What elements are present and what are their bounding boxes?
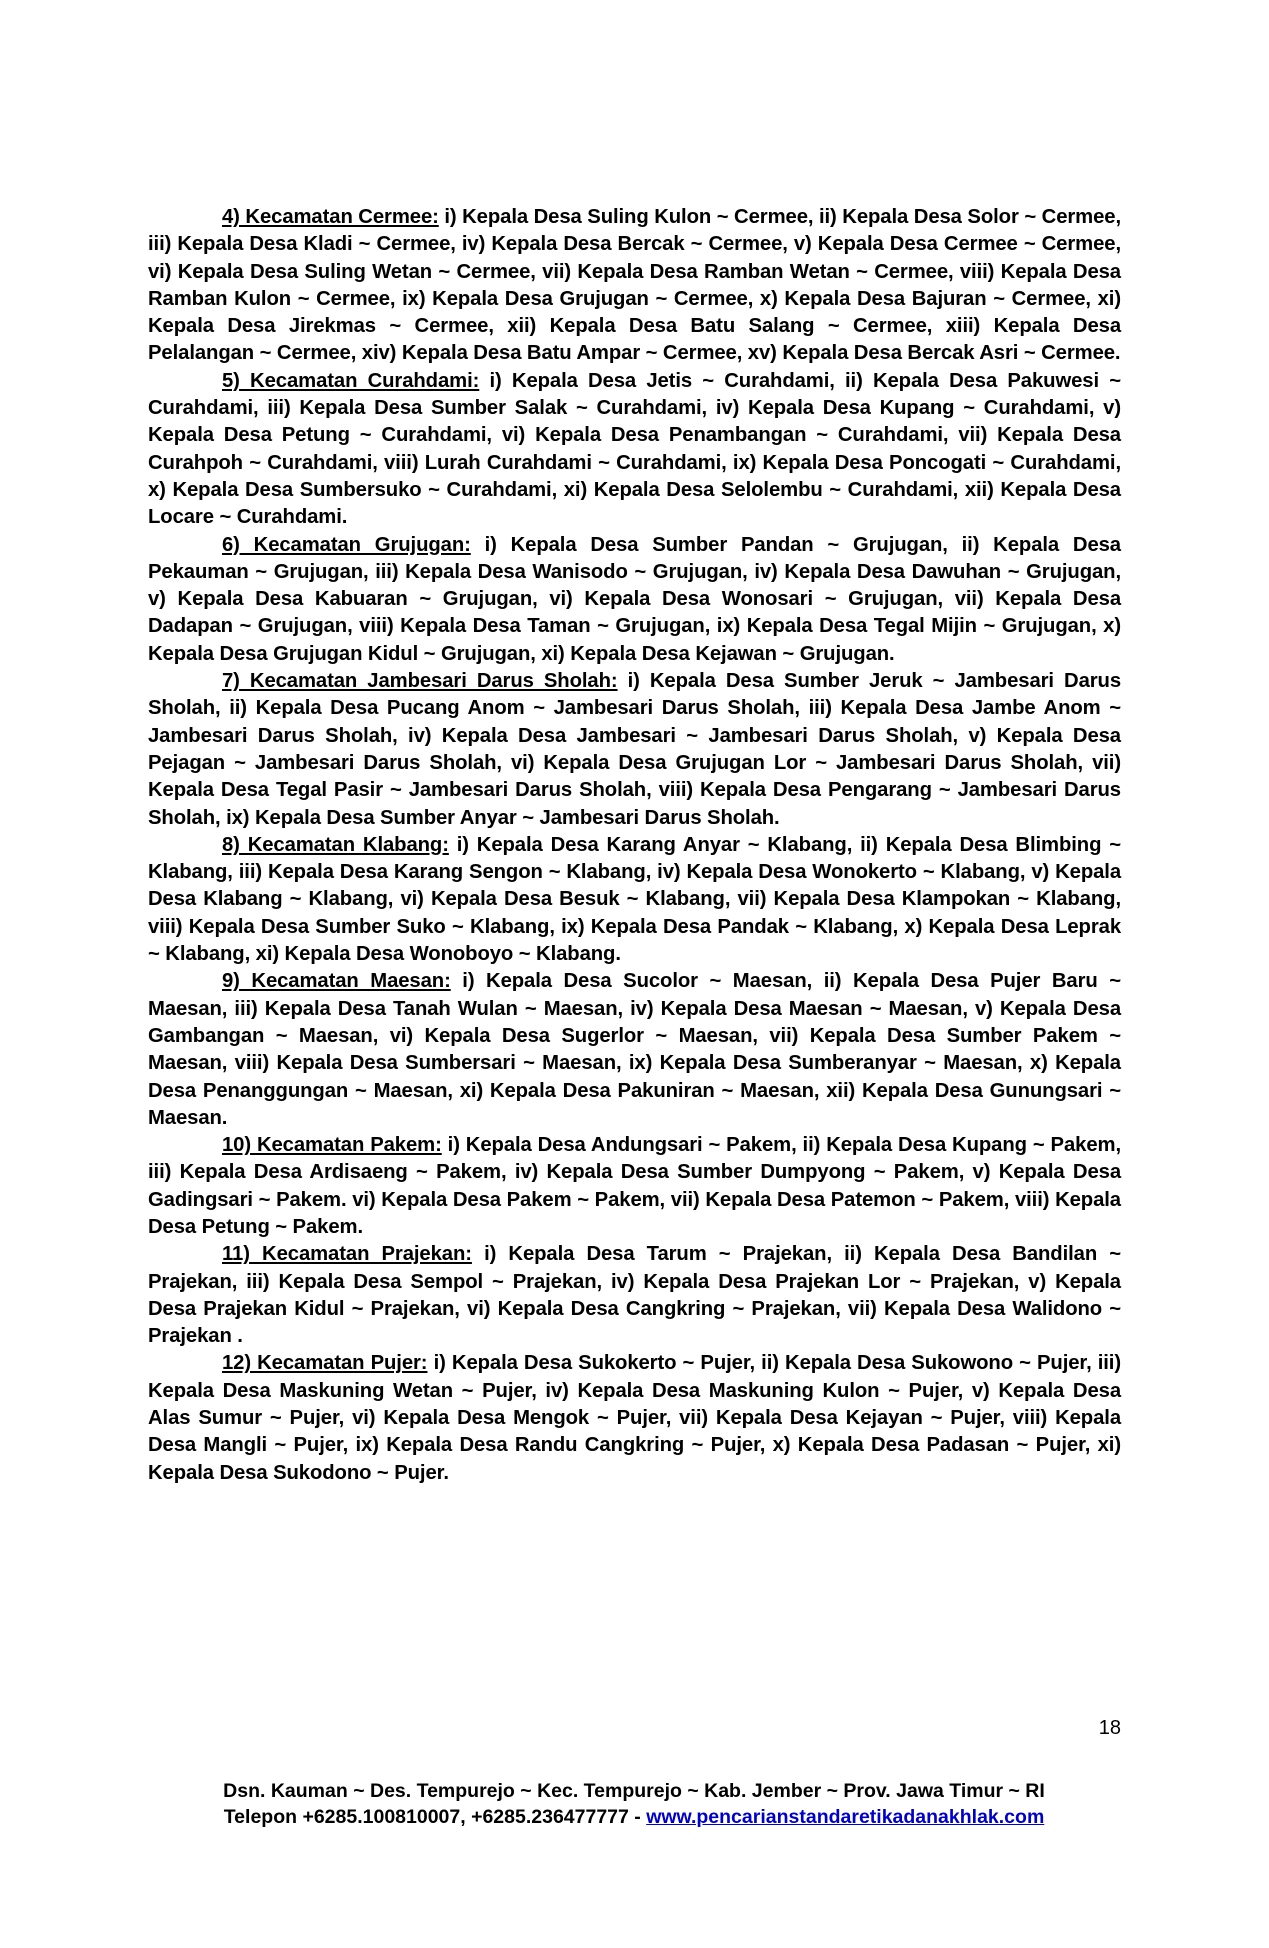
section-text: i) Kepala Desa Sumber Jeruk ~ Jambesari Darus Sholah, ii) Kepala Desa Pucang Anom ~ Jambesari Darus Sholah, iii) Kepala Desa Jambe Anom ~ Jambesari Darus Sholah, iv) Kepala Desa Jambesari ~ Jambesari Darus Sholah, v) Kepala Desa Pejagan ~ Jambesari Darus Sholah, vi) Kepala Desa Grujugan Lor ~ Jambesari Darus Sholah, vii) Kepala Desa Tegal Pasir ~ Jambesari Darus Sholah, viii) Kepala Desa Pengarang ~ Jambesari Darus Sholah, ix) Kepala Desa Sumber Anyar ~ Jambesari Darus Sholah. bbox=[148, 670, 1122, 829]
section-heading: 10) Kecamatan Pakem: bbox=[222, 1134, 442, 1157]
section-grujugan bbox=[148, 532, 1121, 668]
section-text: i) Kepala Desa Tarum ~ Prajekan, ii) Kepala Desa Bandilan ~ Prajekan, iii) Kepala Desa Sempol ~ Prajekan, iv) Kepala Desa Prajekan Lor ~ Prajekan, v) Kepala Desa Prajekan Kidul ~ Prajekan, vi) Kepala Desa Cangkring ~ Prajekan, vii) Kepala Desa Walidono ~ Prajekan . bbox=[148, 1243, 1121, 1348]
section-heading: 11) Kecamatan Prajekan: bbox=[222, 1243, 472, 1266]
section-pakem bbox=[148, 1132, 1121, 1241]
section-text: i) Kepala Desa Andungsari ~ Pakem, ii) Kepala Desa Kupang ~ Pakem, iii) Kepala Desa Ardisaeng ~ Pakem, iv) Kepala Desa Sumber Dumpyong ~ Pakem, v) Kepala Desa Gadingsari ~ Pakem. vi) Kepala Desa Pakem ~ Pakem, vii) Kepala Desa Patemon ~ Pakem, viii) Kepala Desa Petung ~ Pakem. bbox=[148, 1134, 1121, 1238]
section-heading: 9) Kecamatan Maesan: bbox=[222, 970, 451, 993]
section-curahdami bbox=[148, 368, 1121, 532]
section-heading: 12) Kecamatan Pujer: bbox=[222, 1352, 428, 1375]
section-text: i) Kepala Desa Sumber Pandan ~ Grujugan, ii) Kepala Desa Pekauman ~ Grujugan, iii) Kepala Desa Wanisodo ~ Grujugan, iv) Kepala Desa Dawuhan ~ Grujugan, v) Kepala Desa Kabuaran ~ Grujugan, vi) Kepala Desa Wonosari ~ Grujugan, vii) Kepala Desa Dadapan ~ Grujugan, viii) Kepala Desa Taman ~ Grujugan, ix) Kepala Desa Tegal Mijin ~ Grujugan, x) Kepala Desa Grujugan Kidul ~ Grujugan, xi) Kepala Desa Kejawan ~ Grujugan. bbox=[148, 533, 1121, 665]
section-text: i) Kepala Desa Sucolor ~ Maesan, ii) Kepala Desa Pujer Baru ~ Maesan, iii) Kepala Desa Tanah Wulan ~ Maesan, iv) Kepala Desa Maesan ~ Maesan, v) Kepala Desa Gambangan ~ Maesan, vi) Kepala Desa Sugerlor ~ Maesan, vii) Kepala Desa Sumber Pakem ~ Maesan, viii) Kepala Desa Sumbersari ~ Maesan, ix) Kepala Desa Sumberanyar ~ Maesan, x) Kepala Desa Penanggungan ~ Maesan, xi) Kepala Desa Pakuniran ~ Maesan, xii) Kepala Desa Gunungsari ~ Maesan. bbox=[148, 970, 1121, 1129]
section-maesan bbox=[148, 968, 1121, 1132]
section-prajekan bbox=[148, 1241, 1121, 1350]
section-heading: 6) Kecamatan Grujugan: bbox=[222, 533, 471, 556]
section-text: i) Kepala Desa Karang Anyar ~ Klabang, ii) Kepala Desa Blimbing ~ Klabang, iii) Kepala Desa Karang Sengon ~ Klabang, iv) Kepala Desa Wonokerto ~ Klabang, v) Kepala Desa Klabang ~ Klabang, vi) Kepala Desa Besuk ~ Klabang, vii) Kepala Desa Klampokan ~ Klabang, viii) Kepala Desa Sumber Suko ~ Klabang, ix) Kepala Desa Pandak ~ Klabang, x) Kepala Desa Leprak ~ Klabang, xi) Kepala Desa Wonoboyo ~ Klabang. bbox=[148, 833, 1121, 966]
section-pujer bbox=[148, 1350, 1121, 1486]
section-text: i) Kepala Desa Suling Kulon ~ Cermee, ii) Kepala Desa Solor ~ Cermee, iii) Kepala Desa Kladi ~ Cermee, iv) Kepala Desa Bercak ~ Cermee, v) Kepala Desa Cermee ~ Cermee, vi) Kepala Desa Suling Wetan ~ Cermee, vii) Kepala Desa Ramban Wetan ~ Cermee, viii) Kepala Desa Ramban Kulon ~ Cermee, ix) Kepala Desa Grujugan ~ Cermee, x) Kepala Desa Bajuran ~ Cermee, xi) Kepala Desa Jirekmas ~ Cermee, xii) Kepala Desa Batu Salang ~ Cermee, xiii) Kepala Desa Pelalangan ~ Cermee, xiv) Kepala Desa Batu Ampar ~ Cermee, xv) Kepala Desa Bercak Asri ~ Cermee. bbox=[148, 206, 1122, 365]
section-klabang bbox=[148, 832, 1121, 968]
footer-address: Dsn. Kauman ~ Des. Tempurejo ~ Kec. Tempurejo ~ Kab. Jember ~ Prov. Jawa Timur ~ RI bbox=[223, 1780, 1045, 1802]
page-number: 18 bbox=[1098, 1717, 1121, 1739]
section-heading: 4) Kecamatan Cermee: bbox=[222, 206, 439, 228]
website-link[interactable]: www.pencarianstandaretikadanakhlak.com bbox=[646, 1806, 1045, 1828]
footer-phone: Telepon +6285.100810007, +6285.236477777 - bbox=[223, 1806, 647, 1828]
section-cermee bbox=[148, 204, 1121, 368]
body-text bbox=[148, 204, 1121, 1487]
section-heading: 5) Kecamatan Curahdami: bbox=[222, 369, 480, 392]
section-heading: 7) Kecamatan Jambesari Darus Sholah: bbox=[222, 670, 618, 693]
footer bbox=[140, 1778, 1128, 1830]
section-text: i) Kepala Desa Sukokerto ~ Pujer, ii) Kepala Desa Sukowono ~ Pujer, iii) Kepala Desa Maskuning Wetan ~ Pujer, iv) Kepala Desa Maskuning Kulon ~ Pujer, v) Kepala Desa Alas Sumur ~ Pujer, vi) Kepala Desa Mengok ~ Pujer, vii) Kepala Desa Kejayan ~ Pujer, viii) Kepala Desa Mangli ~ Pujer, ix) Kepala Desa Randu Cangkring ~ Pujer, x) Kepala Desa Padasan ~ Pujer, xi) Kepala Desa Sukodono ~ Pujer. bbox=[148, 1352, 1121, 1484]
footer-contact bbox=[140, 1804, 1128, 1830]
section-jambesari bbox=[148, 668, 1121, 832]
section-heading: 8) Kecamatan Klabang: bbox=[222, 833, 449, 856]
section-text: i) Kepala Desa Jetis ~ Curahdami, ii) Kepala Desa Pakuwesi ~ Curahdami, iii) Kepala Desa Sumber Salak ~ Curahdami, iv) Kepala Desa Kupang ~ Curahdami, v) Kepala Desa Petung ~ Curahdami, vi) Kepala Desa Penambangan ~ Curahdami, vii) Kepala Desa Curahpoh ~ Curahdami, viii) Lurah Curahdami ~ Curahdami, ix) Kepala Desa Poncogati ~ Curahdami, x) Kepala Desa Sumbersuko ~ Curahdami, xi) Kepala Desa Selolembu ~ Curahdami, xii) Kepala Desa Locare ~ Curahdami. bbox=[148, 369, 1121, 529]
